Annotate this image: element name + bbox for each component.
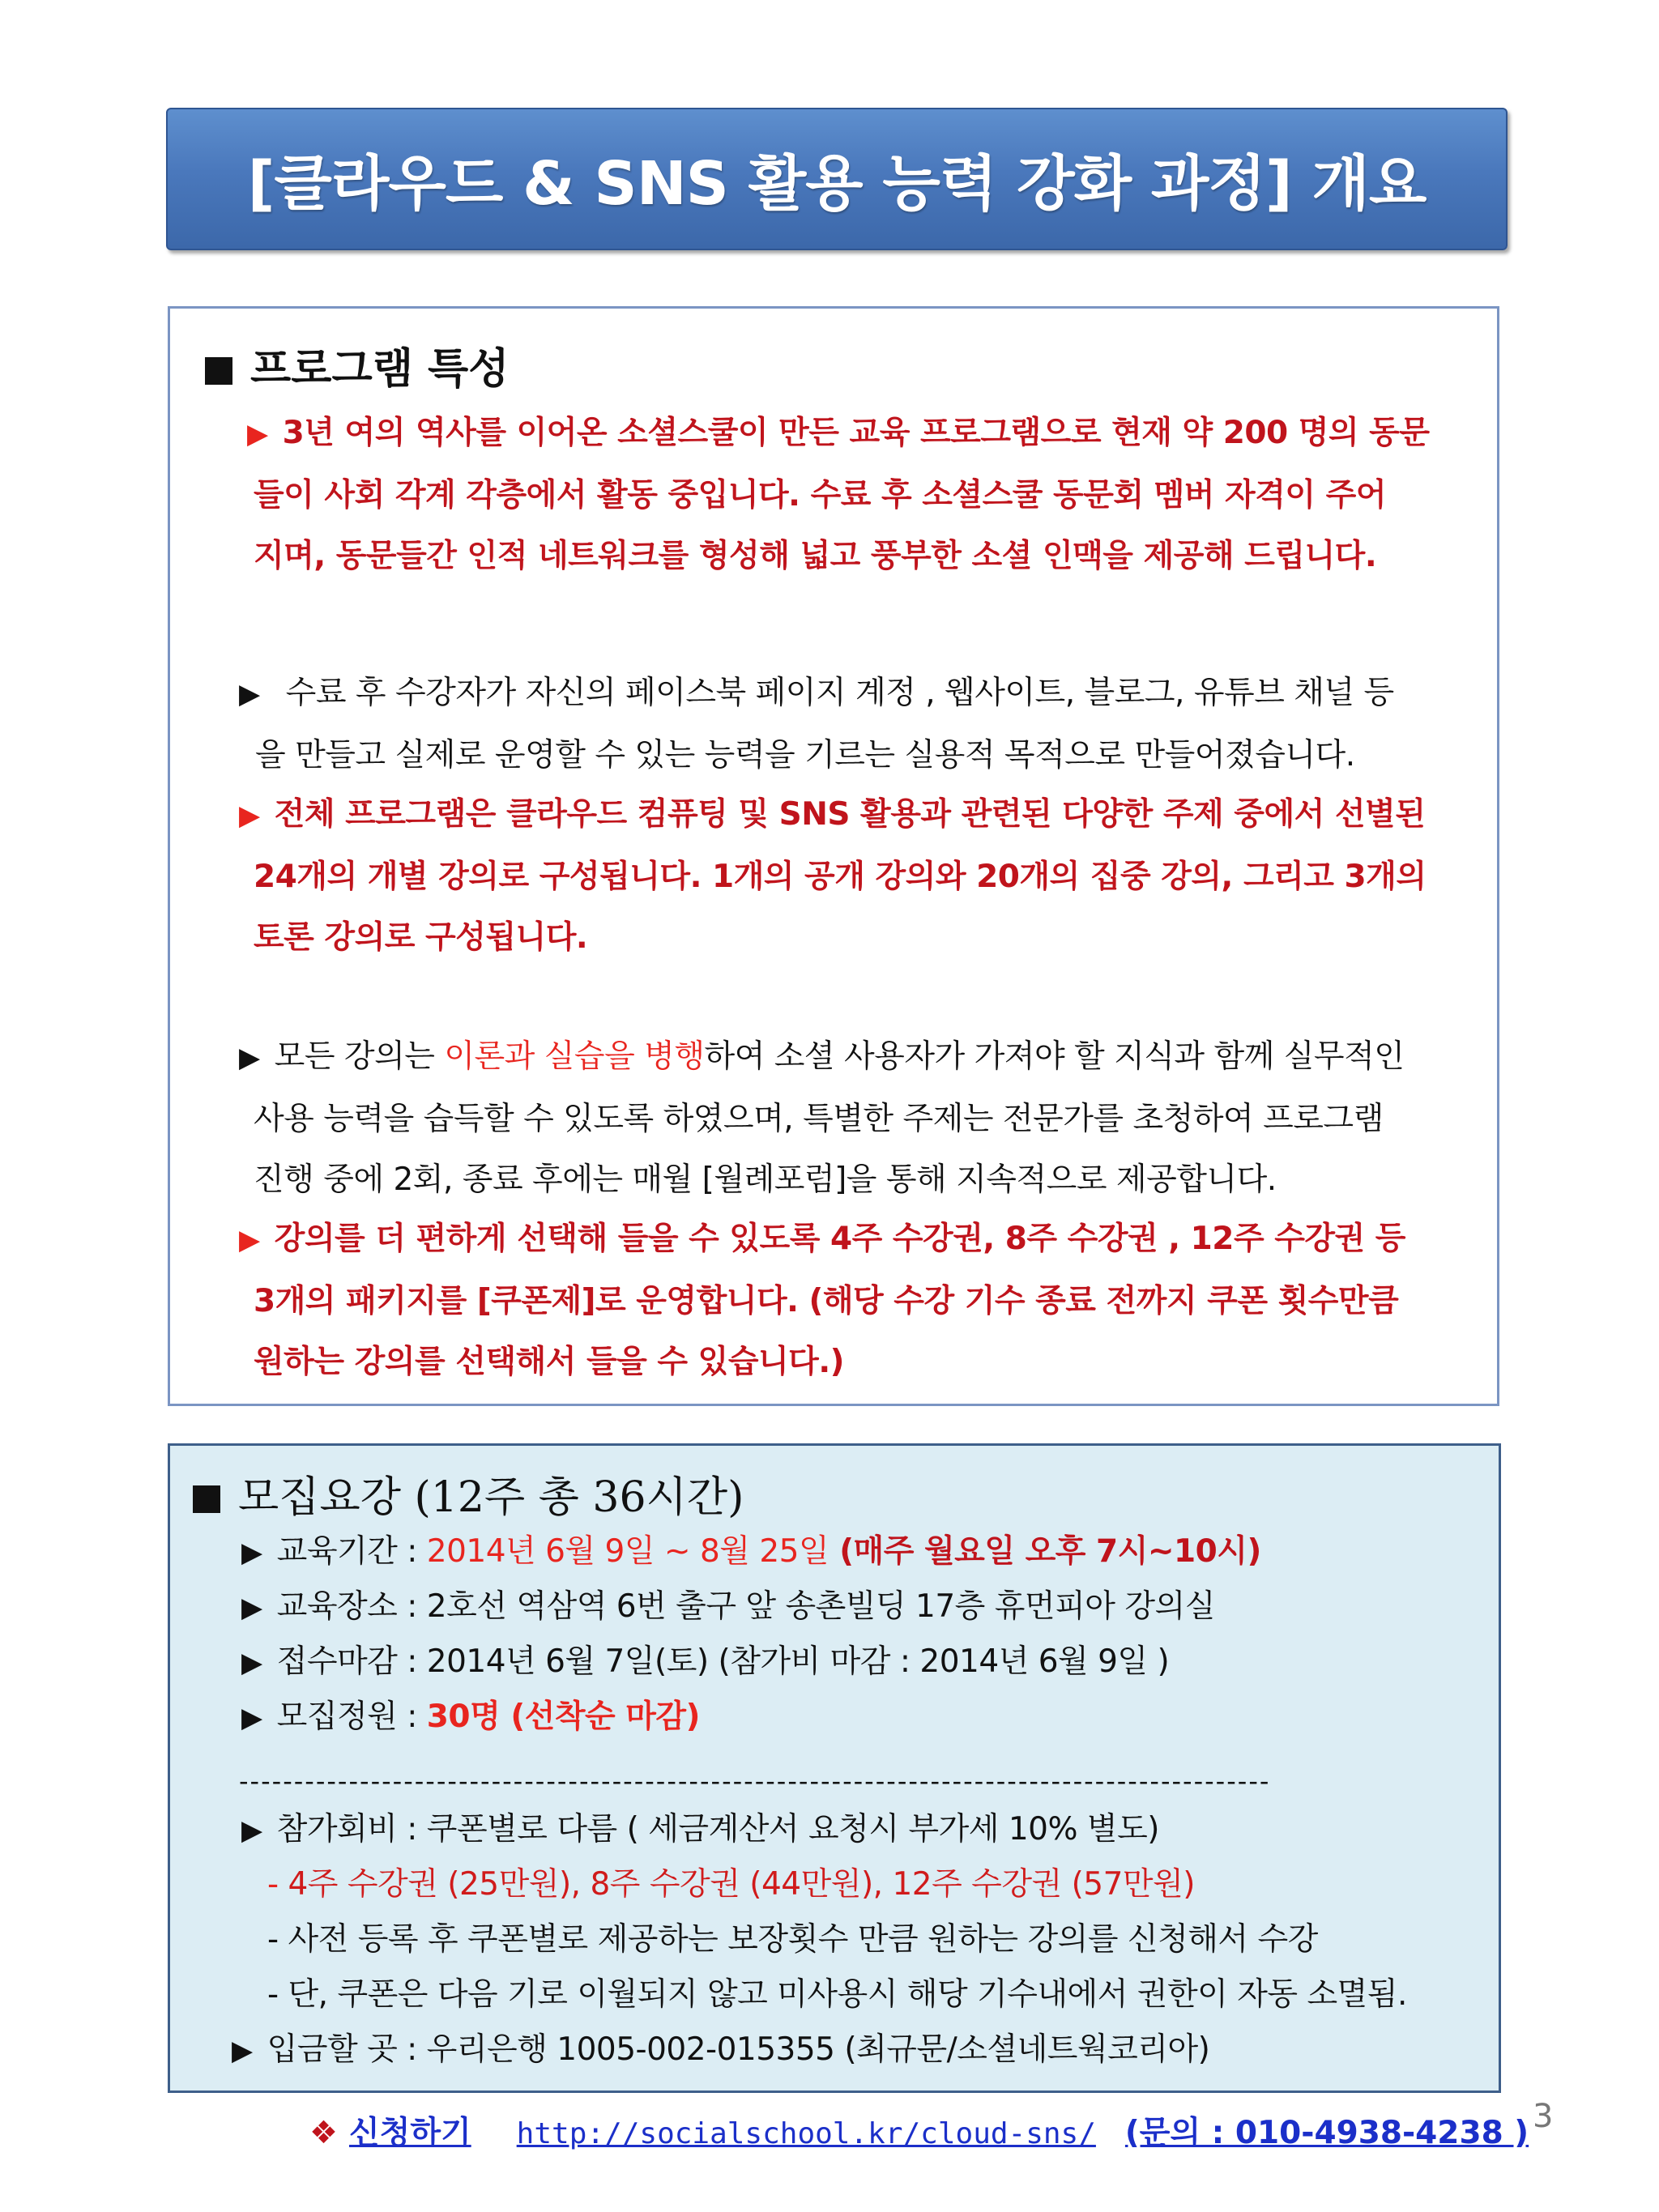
program-paragraph-5: ▶ 강의를 더 편하게 선택해 들을 수 있도록 4주 수강권, 8주 수강권 , 12주 수강권 등 3개의 패키지를 [쿠폰제]로 운영합니다. (해당 수강 기수 종료 전까지 쿠폰 횟수만큼 원하는 강의를 선택해서 들을 수 있습니다.) [239, 1208, 1405, 1392]
recruit-fee-note-1: - 사전 등록 후 쿠폰별로 제공하는 보장횟수 만큼 원하는 강의를 신청해서 수강 [267, 1921, 1318, 1958]
triangle-bullet-icon: ▶ [239, 678, 260, 710]
highlight-text: 이론과 실습을 병행 [444, 1038, 705, 1075]
program-paragraph-3: ▶ 전체 프로그램은 클라우드 컴퓨팅 및 SNS 활용과 관련된 다양한 주제 중에서 선별된 24개의 개별 강의로 구성됩니다. 1개의 공개 강의와 20개의 집중 강의, 그리고 3개의 토론 강의로 구성됩니다. [239, 784, 1427, 968]
triangle-bullet-icon: ▶ [241, 1536, 262, 1569]
recruit-place: ▶ 교육장소 : 2호선 역삼역 6번 출구 앞 송촌빌딩 17층 휴먼피아 강의실 [241, 1588, 1215, 1625]
title-banner [166, 108, 1508, 250]
triangle-bullet-icon: ▶ [241, 1592, 262, 1624]
recruit-deadline: ▶ 접수마감 : 2014년 6월 7일(토) (참가비 마감 : 2014년 6월 9일 ) [241, 1643, 1170, 1680]
dashed-divider: ---------------------------------------------------------------------------------------------- [239, 1766, 1271, 1796]
diamond-icon: ❖ [309, 2115, 338, 2151]
contact-info: (문의 : 010-4938-4238 ) [1124, 2115, 1529, 2151]
recruit-heading: 모집요강 (12주 총 36시간) [193, 1463, 744, 1524]
recruit-period: ▶ 교육기간 : 2014년 6월 9일 ~ 8월 25일 (매주 월요일 오후 7시~10시) [241, 1533, 1261, 1570]
square-bullet-icon [205, 357, 232, 385]
program-heading: 프로그램 특성 [205, 335, 510, 395]
triangle-bullet-icon: ▶ [239, 1224, 260, 1256]
url-link[interactable]: http://socialschool.kr/cloud-sns/ [516, 2117, 1096, 2150]
triangle-bullet-icon: ▶ [239, 799, 260, 832]
triangle-bullet-icon: ▶ [241, 1814, 262, 1847]
program-paragraph-4: ▶ 모든 강의는 이론과 실습을 병행하여 소셜 사용자가 가져야 할 지식과 함께 실무적인 사용 능력을 습득할 수 있도록 하였으며, 특별한 주제는 전문가를 초청하여 프로그램 진행 중에 2회, 종료 후에는 매월 [월례포럼]을 통해 지속적으로 제공합니다. [239, 1026, 1404, 1210]
program-paragraph-2: ▶ 수료 후 수강자가 자신의 페이스북 페이지 계정 , 웹사이트, 블로그, 유튜브 채널 등 을 만들고 실제로 운영할 수 있는 능력을 기르는 실용적 목적으로 만들어졌습니다. [239, 663, 1394, 786]
recruit-fee-note-2: - 단, 쿠폰은 다음 기로 이월되지 않고 미사용시 해당 기수내에서 권한이 자동 소멸됨. [267, 1976, 1407, 2013]
triangle-bullet-icon: ▶ [241, 1647, 262, 1679]
recruit-capacity: ▶ 모집정원 : 30명 (선착순 마감) [241, 1698, 700, 1735]
program-paragraph-1: ▶ 3년 여의 역사를 이어온 소셜스쿨이 만든 교육 프로그램으로 현재 약 200 명의 동문 들이 사회 각계 각층에서 활동 중입니다. 수료 후 소셜스쿨 동문회 멤버 자격이 주어 지며, 동문들간 인적 네트워크를 형성해 넓고 풍부한 소셜 인맥을 제공해 드립니다. [247, 403, 1430, 586]
page-number: 3 [1533, 2098, 1554, 2135]
apply-link[interactable]: 신청하기 [348, 2115, 471, 2151]
page-title: [클라우드 & SNS 활용 능력 강화 과정] 개요 [247, 149, 1427, 219]
triangle-bullet-icon: ▶ [239, 1042, 260, 1074]
recruit-deposit: ▶ 입금할 곳 : 우리은행 1005-002-015355 (최규문/소셜네트웍코리아) [232, 2031, 1210, 2068]
triangle-bullet-icon: ▶ [241, 1702, 262, 1734]
triangle-bullet-icon: ▶ [232, 2035, 253, 2067]
recruit-fee: ▶ 참가회비 : 쿠폰별로 다름 ( 세금계산서 요청시 부가세 10% 별도) [241, 1811, 1159, 1848]
recruit-fee-prices: - 4주 수강권 (25만원), 8주 수강권 (44만원), 12주 수강권 (57만원) [267, 1866, 1195, 1903]
triangle-bullet-icon: ▶ [247, 418, 268, 450]
square-bullet-icon [193, 1485, 220, 1513]
footer [309, 2108, 1529, 2153]
